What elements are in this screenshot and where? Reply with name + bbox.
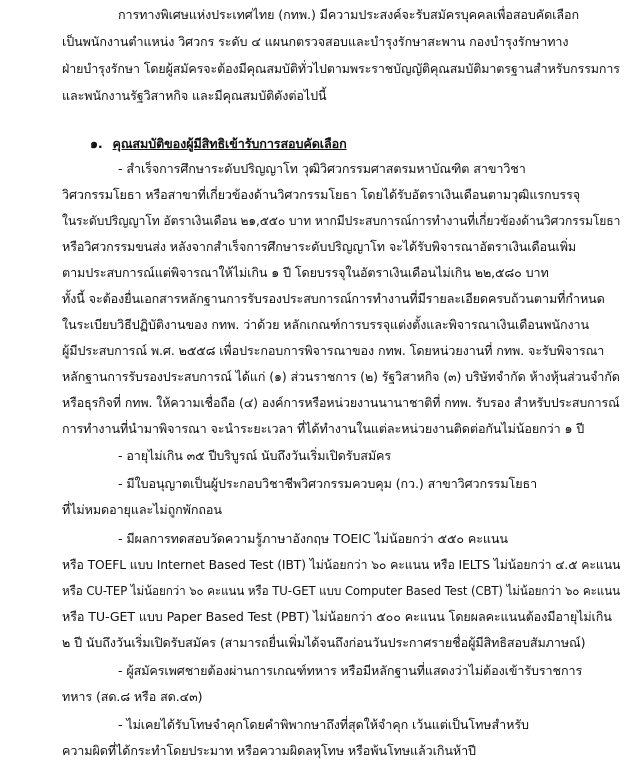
body-line: การทำงานที่นำมาพิจารณา จะนำระยะเวลา ที่ได้ทำงานในแต่ละหน่วยงานติดต่อกันไม่น้อยกว่า ๑ ปี: [62, 421, 585, 436]
body-line: ในระเบียบวิธีปฏิบัติงานของ กทพ. ว่าด้วย หลักเกณฑ์การบรรจุแต่งตั้งและพิจารณาเงินเดือนพนักงาน: [62, 317, 590, 332]
body-line: ผู้มีประสบการณ์ พ.ศ. ๒๕๕๘ เพื่อประกอบการพิจารณาของ กทพ. โดยหน่วยงานที่ กทพ. จะรับพิจารณา: [62, 343, 605, 358]
intro-line: การทางพิเศษแห่งประเทศไทย (กทพ.) มีความประสงค์จะรับสมัครบุคคลเพื่อสอบคัดเลือก: [118, 7, 579, 22]
body-line: ทหาร (สด.๘ หรือ สด.๔๓): [62, 689, 203, 704]
body-line: หรือ CU-TEP ไม่น้อยกว่า ๖๐ คะแนน หรือ TU-GET แบบ Computer Based Test (CBT) ไม่น้อยกว่า ๖๐ คะแนน: [62, 583, 621, 598]
body-line: - อายุไม่เกิน ๓๕ ปีบริบูรณ์ นับถึงวันเริ่มเปิดรับสมัคร: [118, 448, 392, 463]
body-line: ทั้งนี้ จะต้องยื่นเอกสารหลักฐานการรับรองประสบการณ์การทำงานที่มีรายละเอียดครบถ้วนตามที่กำหนด: [62, 291, 605, 306]
body-line: ความผิดที่ได้กระทำโดยประมาท หรือความผิดลหุโทษ หรือพ้นโทษแล้วเกินห้าปี: [62, 743, 476, 758]
body-line: หรือ TOEFL แบบ Internet Based Test (IBT) ไม่น้อยกว่า ๖๐ คะแนน หรือ IELTS ไม่น้อยกว่า ๔.๕ คะแนน: [62, 557, 621, 572]
body-line: หลักฐานการรับรองประสบการณ์ ได้แก่ (๑) ส่วนราชการ (๒) รัฐวิสาหกิจ (๓) บริษัทจำกัด ห้างหุ้นส่วนจำกัด: [62, 369, 620, 384]
intro-line: ฝ่ายบำรุงรักษา โดยผู้สมัครจะต้องมีคุณสมบัติทั่วไปตามพระราชบัญญัติคุณสมบัติมาตรฐานสำหรับกรรมการ: [62, 61, 620, 76]
body-line: - สำเร็จการศึกษาระดับปริญญาโท วุฒิวิศวกรรมศาสตรมหาบัณฑิต สาขาวิชา: [118, 161, 526, 176]
body-line: ในระดับปริญญาโท อัตราเงินเดือน ๒๑,๕๕๐ บาท หากมีประสบการณ์การทำงานที่เกี่ยวข้องด้านวิศวกรรมโยธา: [62, 213, 621, 228]
body-line: - ผู้สมัครเพศชายต้องผ่านการเกณฑ์ทหาร หรือมีหลักฐานที่แสดงว่าไม่ต้องเข้ารับราชการ: [118, 663, 583, 678]
body-line: วิศวกรรมโยธา หรือสาขาที่เกี่ยวข้องด้านวิศวกรรมโยธา โดยได้รับอัตราเงินเดือนตามวุฒิแรกบรรจุ: [62, 187, 581, 202]
body-line: หรือธุรกิจที่ กทพ. ให้ความเชื่อถือ (๔) องค์การหรือหน่วยงานนานาชาติที่ กทพ. รับรอง สำหรับประสบการณ์: [62, 395, 620, 410]
body-line: - มีใบอนุญาตเป็นผู้ประกอบวิชาชีพวิศวกรรมควบคุม (กว.) สาขาวิศวกรรมโยธา: [118, 476, 538, 491]
body-line: หรือ TU-GET แบบ Paper Based Test (PBT) ไม่น้อยกว่า ๕๐๐ คะแนน โดยผลคะแนนต้องมีอายุไม่เกิน: [62, 609, 612, 624]
body-line: ที่ไม่หมดอายุและไม่ถูกพักถอน: [62, 502, 222, 517]
body-line: หรือวิศวกรรมขนส่ง หลังจากสำเร็จการศึกษาระดับปริญญาโท จะได้รับพิจารณาอัตราเงินเดือนเพิ่ม: [62, 239, 577, 254]
body-line: ตามประสบการณ์แต่พิจารณาให้ไม่เกิน ๑ ปี โดยบรรจุในอัตราเงินเดือนไม่เกิน ๒๒,๕๘๐ บาท: [62, 265, 549, 280]
body-line: - ไม่เคยได้รับโทษจำคุกโดยคำพิพากษาถึงที่สุดให้จำคุก เว้นแต่เป็นโทษสำหรับ: [118, 717, 529, 732]
body-line: ๒ ปี นับถึงวันเริ่มเปิดรับสมัคร (สามารถยื่นเพิ่มได้จนถึงก่อนวันประกาศรายชื่อผู้มีสิทธิสอบสัมภาษณ์): [62, 635, 586, 650]
intro-line: เป็นพนักงานตำแหน่ง วิศวกร ระดับ ๔ แผนกตรวจสอบและบำรุงรักษาสะพาน กองบำรุงรักษาทาง: [62, 34, 569, 49]
section-heading: [90, 135, 347, 153]
section-number: ๑.: [90, 136, 103, 151]
body-line: - มีผลการทดสอบวัดความรู้ภาษาอังกฤษ TOEIC ไม่น้อยกว่า ๕๕๐ คะแนน: [118, 531, 508, 546]
section-heading-text: คุณสมบัติของผู้มีสิทธิเข้ารับการสอบคัดเลือก: [112, 136, 347, 151]
intro-line: และพนักงานรัฐวิสาหกิจ และมีคุณสมบัติดังต่อไปนี้: [62, 88, 327, 103]
